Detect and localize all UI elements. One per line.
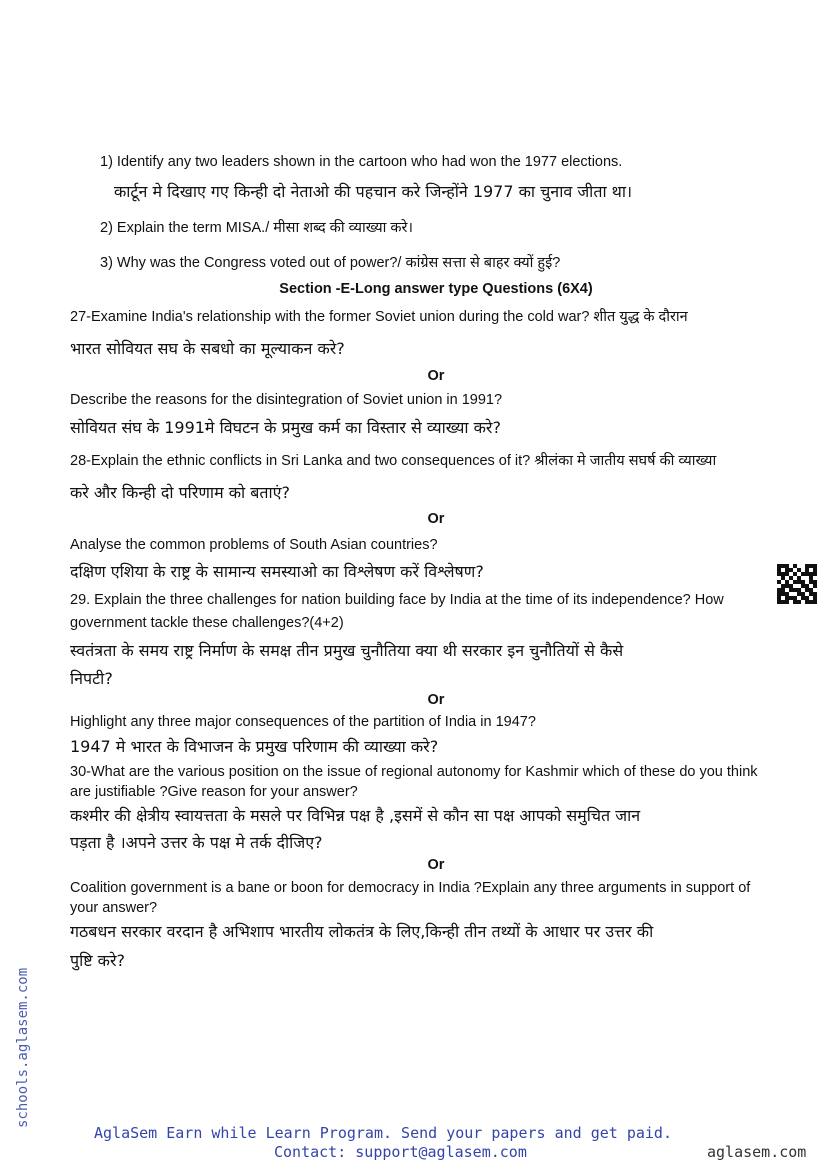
footer-site[interactable]: aglasem.com [707, 1143, 807, 1161]
question-30-line1: 30-What are the various position on the issue of regional autonomy for Kashmir which of these do you think [70, 764, 758, 780]
sub-question-3: 3) Why was the Congress voted out of power?/ कांग्रेस सत्ता से बाहर क्यों हुई? [100, 255, 561, 271]
question-27-alt: Describe the reasons for the disintegration of Soviet union in 1991? [70, 392, 503, 408]
question-29-line1: 29. Explain the three challenges for nation building face by India at the time of its independence? How [70, 592, 724, 608]
or-separator: Or [427, 692, 445, 708]
question-30-alt-line2: your answer? [70, 900, 158, 916]
question-28-alt-hindi: दक्षिण एशिया के राष्ट्र के सामान्य समस्याओ का विश्लेषण करें विश्लेषण? [70, 562, 484, 581]
question-28-alt: Analyse the common problems of South Asian countries? [70, 537, 438, 553]
question-29-hindi-line2: निपटी? [70, 669, 113, 688]
question-29-line2: government tackle these challenges?(4+2) [70, 615, 344, 631]
question-30-hindi-line1: कश्मीर की क्षेत्रीय स्वायत्तता के मसले पर विभिन्न पक्ष है ,इसमें से कौन सा पक्ष आपको समुचित जान [70, 806, 641, 825]
question-27-line1: 27-Examine India's relationship with the former Soviet union during the cold war? शीत युद्ध के दौरान [70, 309, 688, 325]
side-watermark: schools.aglasem.com [15, 967, 31, 1128]
or-separator: Or [427, 368, 445, 384]
question-30-hindi-line2: पड़ता है ।अपने उत्तर के पक्ष मे तर्क दीजिए? [70, 833, 323, 852]
question-28-line1: 28-Explain the ethnic conflicts in Sri Lanka and two consequences of it? श्रीलंका मे जातीय सघर्ष की व्याख्या [70, 453, 717, 469]
section-heading: Section -E-Long answer type Questions (6X4) [279, 281, 593, 297]
question-28-line2: करे और किन्ही दो परिणाम को बताएं? [70, 483, 290, 502]
footer-contact[interactable]: Contact: support@aglasem.com [274, 1143, 527, 1161]
or-separator: Or [427, 511, 445, 527]
sub-question-2: 2) Explain the term MISA./ मीसा शब्द की व्याख्या करे। [100, 220, 413, 236]
or-separator: Or [427, 857, 445, 873]
question-30-alt-line1: Coalition government is a bane or boon for democracy in India ?Explain any three arguments in support of [70, 880, 751, 896]
sub-question-1: 1) Identify any two leaders shown in the cartoon who had won the 1977 elections. [100, 154, 623, 170]
footer-promo: AglaSem Earn while Learn Program. Send your papers and get paid. [94, 1124, 672, 1142]
question-27-alt-hindi: सोवियत संघ के 1991मे विघटन के प्रमुख कर्म का विस्तार से व्याख्या करे? [70, 418, 501, 437]
sub-question-1-hindi: कार्टून मे दिखाए गए किन्ही दो नेताओ की पहचान करे जिन्होंने 1977 का चुनाव जीता था। [114, 182, 633, 201]
question-30-alt-hindi-line1: गठबधन सरकार वरदान है अभिशाप भारतीय लोकतंत्र के लिए,किन्ही तीन तथ्यों के आधार पर उत्तर की [70, 922, 654, 941]
question-29-hindi-line1: स्वतंत्रता के समय राष्ट्र निर्माण के समक्ष तीन प्रमुख चुनौतिया क्या थी सरकार इन चुनौतियों से कैसे [70, 641, 624, 660]
question-29-alt: Highlight any three major consequences of the partition of India in 1947? [70, 714, 536, 730]
question-29-alt-hindi: 1947 मे भारत के विभाजन के प्रमुख परिणाम की व्याख्या करे? [70, 737, 439, 756]
question-27-line2: भारत सोवियत सघ के सबधो का मूल्याकन करे? [70, 339, 345, 358]
question-30-line2: are justifiable ?Give reason for your answer? [70, 784, 358, 800]
question-30-alt-hindi-line2: पुष्टि करे? [70, 951, 125, 970]
